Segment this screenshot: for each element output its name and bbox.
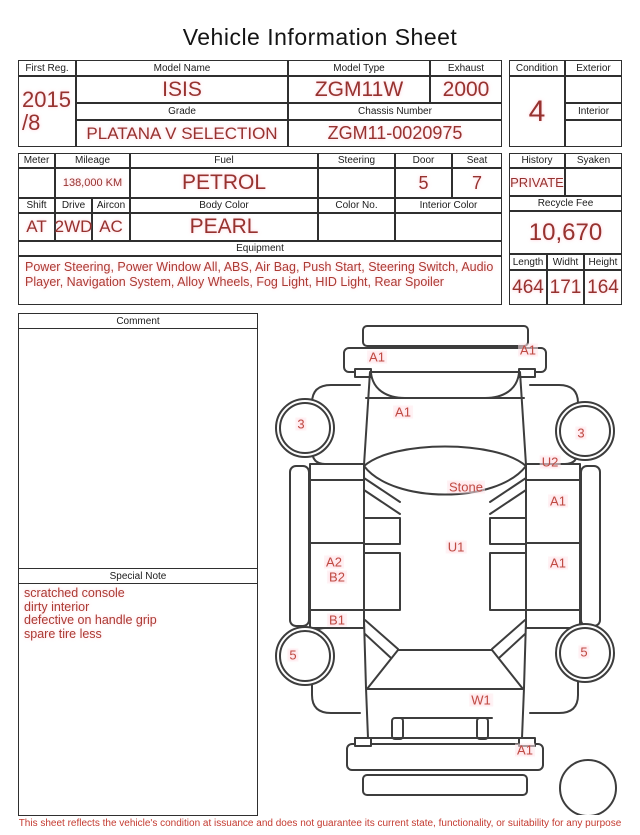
rear-window — [367, 650, 523, 689]
mileage-value: 138,000 KM — [55, 168, 130, 198]
diagram-label-a1-2: A1 — [395, 404, 411, 420]
diagram-label-u1-8: U1 — [447, 539, 465, 555]
diagram-label-w1-15: W1 — [471, 692, 491, 708]
rear-bumper — [347, 744, 543, 770]
special-note-text — [24, 587, 252, 641]
chassis-number-value: ZGM11-0020975 — [288, 120, 502, 147]
height-label: Height — [584, 254, 622, 270]
page-title: Vehicle Information Sheet — [182, 24, 458, 50]
height-value: 164 — [584, 270, 622, 305]
exhaust-value: 2000 — [430, 76, 502, 103]
widht-label: Widht — [547, 254, 584, 270]
steering-value — [318, 168, 395, 198]
diagram-label-3-3: 3 — [297, 416, 305, 432]
exterior-value — [565, 76, 622, 103]
first-reg-label: First Reg. — [18, 60, 76, 76]
aircon-value: AC — [92, 213, 130, 241]
door-panel-right-2 — [526, 543, 580, 610]
exterior-label: Exterior — [565, 60, 622, 76]
history-value: PRIVATE — [509, 168, 565, 196]
diagram-label-5-14: 5 — [580, 644, 588, 660]
diagram-label-u2-5: U2 — [541, 454, 559, 470]
shift-value: AT — [18, 213, 55, 241]
diagram-label-a1-0: A1 — [369, 349, 385, 365]
windshield — [364, 447, 526, 495]
diagram-label-b2-10: B2 — [329, 569, 345, 585]
diagram-label-a2-9: A2 — [326, 554, 342, 570]
side-window-left-2 — [364, 553, 400, 610]
drive-label: Drive — [55, 198, 92, 213]
special-note-header: Special Note — [18, 568, 258, 584]
special-note-line: defective on handle grip — [24, 613, 157, 627]
body-color-value: PEARL — [130, 213, 318, 241]
model-type-value: ZGM11W — [288, 76, 430, 103]
car-top-view — [265, 310, 640, 815]
door-value: 5 — [395, 168, 452, 198]
special-note-line: spare tire less — [24, 626, 102, 641]
meter-label: Meter — [18, 153, 55, 168]
grade-value: PLATANA V SELECTION — [76, 120, 288, 147]
comment-box — [18, 313, 258, 816]
front-bumper-tab-left — [355, 369, 371, 377]
drive-value: 2WD — [55, 213, 92, 241]
steering-label: Steering — [318, 153, 395, 168]
interior-color-value — [395, 213, 502, 241]
equipment-label: Equipment — [18, 241, 502, 256]
sill-right — [581, 466, 600, 626]
shift-label: Shift — [18, 198, 55, 213]
equipment-value: Power Steering, Power Window All, ABS, Air Bag, Push Start, Steering Switch, Audio Player, Navigation System, Alloy Wheels, Fog Light, HID Light, Rear Spoiler — [18, 256, 502, 305]
recycle-fee-value: 10,670 — [509, 211, 622, 254]
exhaust-label: Exhaust — [430, 60, 502, 76]
door-panel-right-1 — [526, 480, 580, 543]
diagram-label-b1-12: B1 — [329, 612, 345, 628]
color-no-label: Color No. — [318, 198, 395, 213]
car-diagram — [265, 310, 640, 815]
seat-label: Seat — [452, 153, 502, 168]
side-window-right-2 — [490, 553, 526, 610]
door-label: Door — [395, 153, 452, 168]
rear-bottom-strip — [363, 775, 527, 795]
fuel-label: Fuel — [130, 153, 318, 168]
diagram-label-a1-7: A1 — [550, 493, 566, 509]
front-top-strip — [363, 326, 528, 346]
interior-value — [565, 120, 622, 147]
diagram-label-a1-1: A1 — [520, 342, 536, 358]
model-type-label: Model Type — [288, 60, 430, 76]
diagram-label-a1-11: A1 — [550, 555, 566, 571]
comment-header: Comment — [18, 313, 258, 329]
tail-light-left — [392, 718, 403, 739]
headlight-left — [371, 373, 405, 398]
door-panel-right-3 — [526, 610, 580, 628]
meter-value — [18, 168, 55, 198]
condition-value: 4 — [509, 76, 565, 147]
spare-tire-circle — [560, 760, 616, 815]
headlight-right — [485, 373, 519, 398]
interior-label: Interior — [565, 103, 622, 120]
first-reg-value — [18, 76, 76, 147]
seat-value: 7 — [452, 168, 502, 198]
front-bumper-tab-right — [519, 369, 535, 377]
b-pillar-left — [364, 478, 400, 514]
rear-bumper-tab-left — [355, 738, 371, 746]
syaken-label: Syaken — [565, 153, 622, 168]
syaken-value — [565, 168, 622, 196]
width-value: 171 — [547, 270, 584, 305]
model-name-value: ISIS — [76, 76, 288, 103]
sill-left — [290, 466, 309, 626]
side-window-left-1 — [364, 518, 400, 544]
model-name-label: Model Name — [76, 60, 288, 76]
door-panel-left-1 — [310, 480, 364, 543]
tail-light-right — [477, 718, 488, 739]
mileage-label: Mileage — [55, 153, 130, 168]
grade-label: Grade — [76, 103, 288, 120]
diagram-label-5-13: 5 — [289, 647, 297, 663]
body-color-label: Body Color — [130, 198, 318, 213]
door-panel-left-0 — [310, 464, 364, 480]
length-label: Length — [509, 254, 547, 270]
fuel-value: PETROL — [130, 168, 318, 198]
history-label: History — [509, 153, 565, 168]
condition-label: Condition — [509, 60, 565, 76]
diagram-label-a1-16: A1 — [517, 742, 533, 758]
diagram-label-3-4: 3 — [577, 425, 585, 441]
interior-color-label: Interior Color — [395, 198, 502, 213]
chassis-number-label: Chassis Number — [288, 103, 502, 120]
recycle-fee-label: Recycle Fee — [509, 196, 622, 211]
side-window-right-1 — [490, 518, 526, 544]
first-reg-month: /8 — [22, 109, 41, 135]
d-pillar-right — [492, 620, 525, 658]
length-value: 464 — [509, 270, 547, 305]
b-pillar-right — [490, 478, 526, 514]
disclaimer-text: This sheet reflects the vehicle's condition at issuance and does not guarantee its current state, functionality, or suitability for any purpose — [18, 818, 622, 829]
d-pillar-left — [365, 620, 398, 658]
diagram-label-stone-6: Stone — [449, 479, 483, 495]
car-body-outline — [364, 372, 526, 738]
special-note-line: scratched console — [24, 586, 125, 600]
first-reg-year: 2015 — [22, 87, 71, 113]
aircon-label: Aircon — [92, 198, 130, 213]
color-no-value — [318, 213, 395, 241]
special-note-line: dirty interior — [24, 599, 90, 614]
